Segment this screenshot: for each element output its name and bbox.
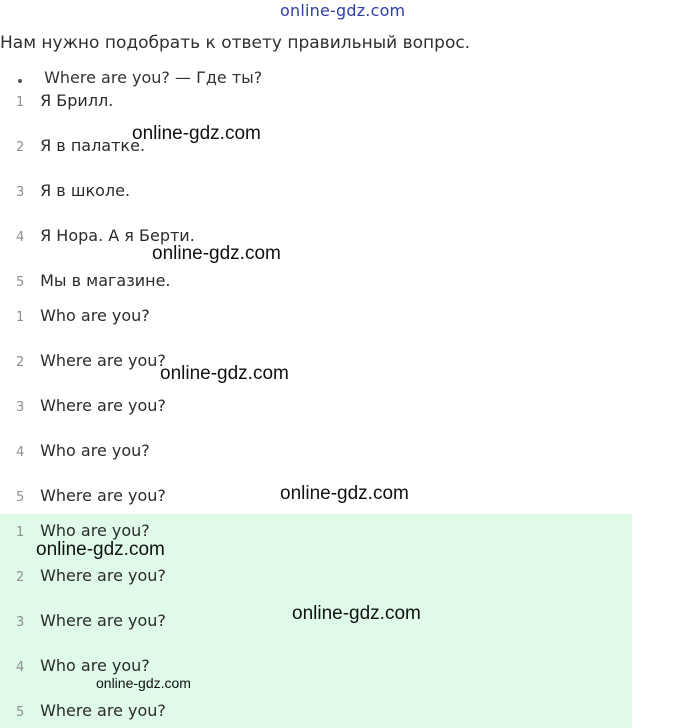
final-row	[16, 566, 166, 585]
row-text: Who are you?	[40, 306, 150, 325]
row-number: 1	[16, 525, 25, 540]
watermark: online-gdz.com	[152, 243, 281, 264]
row-number: 3	[16, 400, 25, 415]
row-text: Who are you?	[40, 441, 150, 460]
question-row	[16, 441, 150, 460]
answer-row	[16, 181, 130, 200]
watermark: online-gdz.com	[160, 363, 289, 384]
row-text: Who are you?	[40, 521, 150, 540]
answer-row	[16, 91, 113, 110]
final-row	[16, 611, 166, 630]
row-number: 2	[16, 140, 25, 155]
bullet-text: Where are you? — Где ты?	[44, 68, 263, 87]
row-number: 3	[16, 615, 25, 630]
answer-row	[16, 271, 171, 290]
watermark: online-gdz.com	[280, 483, 409, 504]
row-number: 5	[16, 705, 25, 720]
row-number: 4	[16, 660, 25, 675]
row-text: Where are you?	[40, 486, 166, 505]
row-text: Where are you?	[40, 351, 166, 370]
top-watermark: online-gdz.com	[280, 1, 406, 20]
row-text: Я в школе.	[40, 181, 131, 200]
bullet-dot-icon	[18, 79, 22, 83]
row-number: 5	[16, 490, 25, 505]
row-number: 3	[16, 185, 25, 200]
watermark: online-gdz.com	[292, 603, 421, 624]
watermark: online-gdz.com	[132, 123, 261, 144]
row-number: 2	[16, 570, 25, 585]
row-number: 5	[16, 275, 25, 290]
row-number: 4	[16, 445, 25, 460]
row-text: Where are you?	[40, 396, 166, 415]
final-row	[16, 701, 166, 720]
bullet-item	[18, 68, 262, 87]
answer-row	[16, 136, 145, 155]
row-number: 2	[16, 355, 25, 370]
row-text: Я Брилл.	[40, 91, 114, 110]
question-row	[16, 486, 166, 505]
row-number: 4	[16, 230, 25, 245]
row-text: Я в палатке.	[40, 136, 146, 155]
question-row	[16, 396, 166, 415]
row-text: Where are you?	[40, 566, 166, 585]
question-row	[16, 306, 150, 325]
row-text: Where are you?	[40, 701, 166, 720]
intro-text: Нам нужно подобрать к ответу правильный вопрос.	[0, 33, 471, 53]
row-text: Who are you?	[40, 656, 150, 675]
row-text: Я Нора. А я Берти.	[40, 226, 195, 245]
watermark: online-gdz.com	[96, 675, 191, 691]
row-number: 1	[16, 310, 25, 325]
row-text: Where are you?	[40, 611, 166, 630]
row-number: 1	[16, 95, 25, 110]
row-text: Мы в магазине.	[40, 271, 171, 290]
final-row	[16, 521, 150, 540]
final-row	[16, 656, 150, 675]
question-row	[16, 351, 166, 370]
watermark: online-gdz.com	[36, 539, 165, 560]
